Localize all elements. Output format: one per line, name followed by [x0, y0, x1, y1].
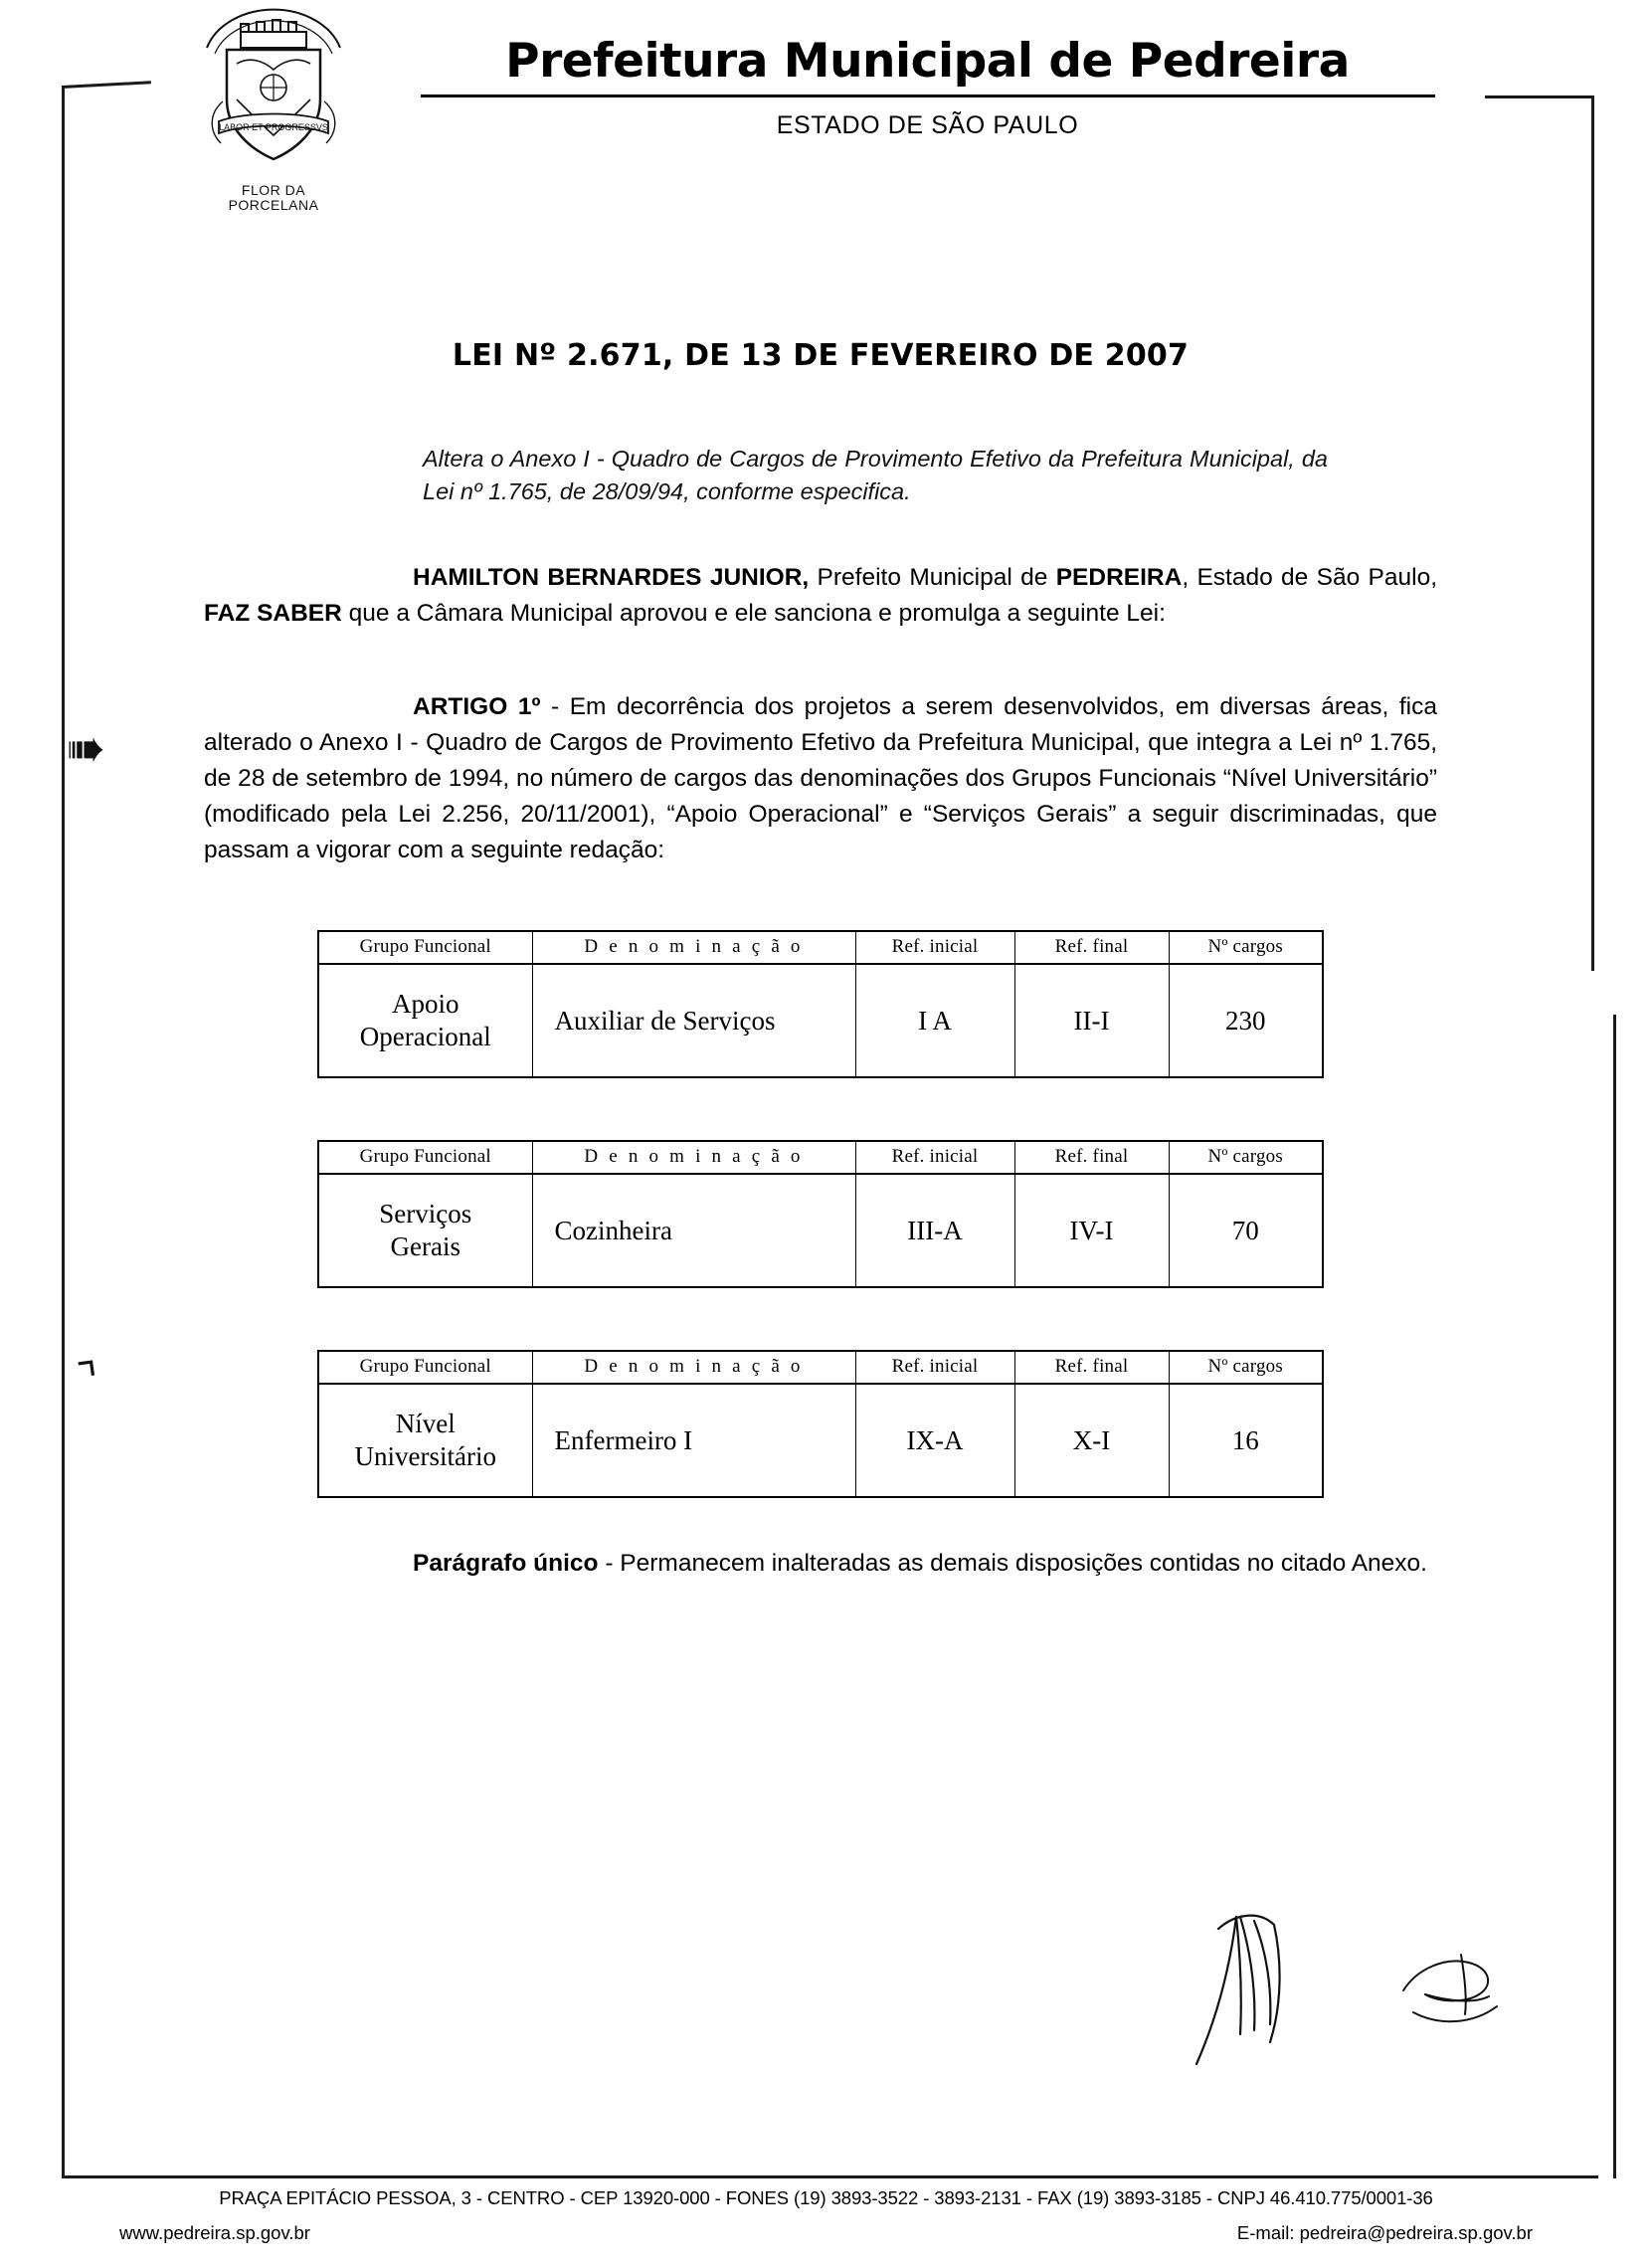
col-n-cargos: Nº cargos: [1169, 1351, 1323, 1384]
table-3-wrapper: [204, 1350, 1437, 1498]
cell-grupo-funcional: [318, 964, 532, 1077]
coat-of-arms: [179, 4, 368, 218]
preamble-text-3: que a Câmara Municipal aprovou e ele sanciona e promulga a seguinte Lei:: [341, 600, 1166, 627]
paragrafo-unico-paragraph: [204, 1546, 1437, 1582]
law-summary: Altera o Anexo I - Quadro de Cargos de Provimento Efetivo da Prefeitura Municipal, da Lei nº 1.765, de 28/09/94, conforme especifica.: [423, 446, 1328, 504]
grupo-line-2: Gerais: [390, 1231, 460, 1261]
footer-email[interactable]: E-mail: pedreira@pedreira.sp.gov.br: [1236, 2222, 1533, 2243]
cargos-table-apoio-operacional: [317, 930, 1324, 1078]
col-grupo-funcional: Grupo Funcional: [318, 931, 532, 964]
page-border-left: [62, 86, 65, 2178]
document-footer: [0, 2187, 1652, 2244]
cell-grupo-funcional: [318, 1174, 532, 1287]
footer-address: PRAÇA EPITÁCIO PESSOA, 3 - CENTRO - CEP 13920-000 - FONES (19) 3893-3522 - 3893-2131 - FAX (19) 3893-3185 - CNPJ 46.410.775/0001-36: [219, 2187, 1433, 2208]
cell-n-cargos: 70: [1169, 1174, 1323, 1287]
law-title: LEI Nº 2.671, DE 13 DE FEVEREIRO DE 2007: [452, 338, 1190, 373]
faz-saber-label: FAZ SABER: [204, 600, 342, 627]
page-border-bottom: [62, 2175, 1598, 2178]
cell-ref-inicial: IX-A: [855, 1384, 1014, 1497]
footer-website[interactable]: www.pedreira.sp.gov.br: [119, 2222, 310, 2243]
margin-mark-lower: ⌝: [74, 1353, 103, 1408]
col-ref-final: Ref. final: [1014, 931, 1169, 964]
preamble-text-1: Prefeito Municipal de: [809, 564, 1056, 591]
col-n-cargos: Nº cargos: [1169, 1141, 1323, 1174]
col-ref-final: Ref. final: [1014, 1141, 1169, 1174]
cargos-table-nivel-universitario: [317, 1350, 1324, 1498]
page-subtitle: ESTADO DE SÃO PAULO: [776, 111, 1079, 139]
table-2-wrapper: [204, 1140, 1437, 1288]
crest-caption-line1: FLOR DA: [241, 182, 306, 198]
col-n-cargos: Nº cargos: [1169, 931, 1323, 964]
col-ref-inicial: Ref. inicial: [855, 1351, 1014, 1384]
article-1-paragraph: [204, 689, 1437, 868]
title-divider: [421, 94, 1435, 97]
table-row: [318, 1174, 1323, 1287]
cell-denominacao: Enfermeiro I: [532, 1384, 855, 1497]
col-denominacao: D e n o m i n a ç ã o: [532, 1141, 855, 1174]
cell-denominacao: Cozinheira: [532, 1174, 855, 1287]
crest-caption-line2: PORCELANA: [228, 197, 319, 213]
col-denominacao: D e n o m i n a ç ã o: [532, 931, 855, 964]
document-body: [204, 318, 1437, 1582]
cell-n-cargos: 16: [1169, 1384, 1323, 1497]
paragrafo-unico-text: - Permanecem inalteradas as demais disposições contidas no citado Anexo.: [598, 1550, 1427, 1577]
grupo-line-1: Serviços: [379, 1199, 472, 1228]
grupo-line-2: Universitário: [354, 1441, 496, 1471]
col-grupo-funcional: Grupo Funcional: [318, 1141, 532, 1174]
table-1-wrapper: [204, 930, 1437, 1078]
cargos-table-servicos-gerais: [317, 1140, 1324, 1288]
city-name: PEDREIRA: [1055, 564, 1183, 591]
footer-contacts: [0, 2222, 1652, 2244]
document-header: [0, 0, 1652, 249]
col-ref-final: Ref. final: [1014, 1351, 1169, 1384]
table-header-row: [318, 1141, 1323, 1174]
coat-of-arms-icon: [179, 4, 368, 183]
cell-denominacao: Auxiliar de Serviços: [532, 964, 855, 1077]
cell-ref-inicial: I A: [855, 964, 1014, 1077]
cell-n-cargos: 230: [1169, 964, 1323, 1077]
grupo-line-1: Apoio: [392, 989, 459, 1019]
table-row: [318, 964, 1323, 1077]
article-1-label: ARTIGO 1º: [413, 693, 541, 720]
cell-ref-inicial: III-A: [855, 1174, 1014, 1287]
coat-of-arms-motto: LABOR ET PROGRESSVS: [219, 122, 328, 132]
table-header-row: [318, 931, 1323, 964]
mayor-name: HAMILTON BERNARDES JUNIOR,: [413, 564, 810, 591]
header-title-block: [388, 35, 1467, 140]
paragrafo-unico-label: Parágrafo único: [413, 1550, 599, 1577]
margin-mark-upper: ➠: [66, 716, 105, 781]
col-ref-inicial: Ref. inicial: [855, 1141, 1014, 1174]
signature-area: [1179, 1895, 1557, 2074]
preamble-text-2: , Estado de São Paulo,: [1182, 564, 1437, 591]
signature-icon: [1179, 1895, 1557, 2074]
cell-ref-final: II-I: [1014, 964, 1169, 1077]
grupo-line-1: Nível: [395, 1409, 456, 1438]
page-title: Prefeitura Municipal de Pedreira: [505, 34, 1350, 89]
table-row: [318, 1384, 1323, 1497]
table-header-row: [318, 1351, 1323, 1384]
col-denominacao: D e n o m i n a ç ã o: [532, 1351, 855, 1384]
page-border-right-lower: [1613, 1015, 1616, 2178]
preamble-paragraph: [204, 560, 1437, 632]
article-1-text: - Em decorrência dos projetos a serem desenvolvidos, em diversas áreas, fica alterado o Anexo I - Quadro de Cargos de Provimento Efetivo da Prefeitura Municipal, que integra a Lei nº 1.765, de 28 de setembro de 1994, no número de cargos das denominações dos Grupos Funcionais “Nível Universitário” (modificado pela Lei 2.256, 20/11/2001), “Apoio Operacional” e “Serviços Gerais” a seguir discriminadas, que passam a vigorar com a seguinte redação:: [204, 693, 1437, 863]
col-ref-inicial: Ref. inicial: [855, 931, 1014, 964]
cell-ref-final: X-I: [1014, 1384, 1169, 1497]
cell-grupo-funcional: [318, 1384, 532, 1497]
cell-ref-final: IV-I: [1014, 1174, 1169, 1287]
grupo-line-2: Operacional: [359, 1022, 491, 1051]
col-grupo-funcional: Grupo Funcional: [318, 1351, 532, 1384]
